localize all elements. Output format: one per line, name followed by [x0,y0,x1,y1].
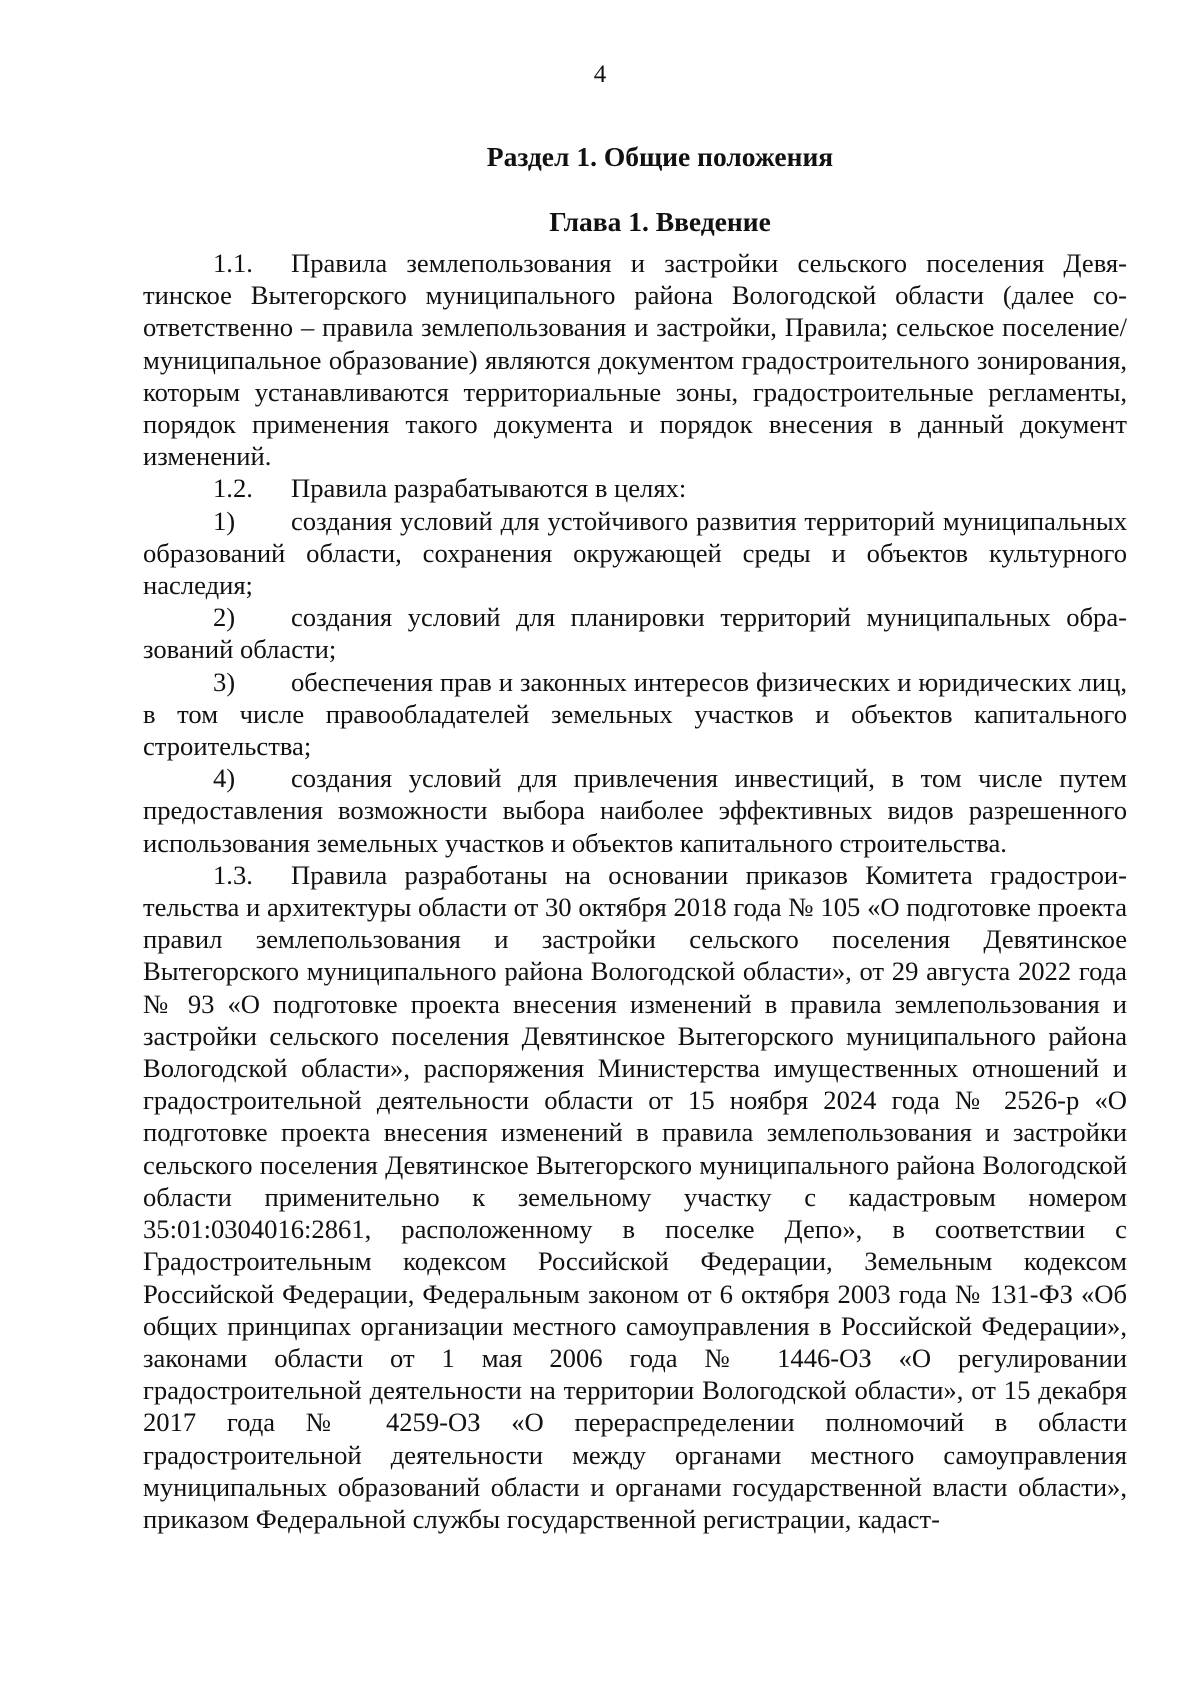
paragraph-list [143,247,1127,1535]
paragraph-number: 1.1. [213,248,253,278]
list-item-text: создания условий для устойчивого развития территорий муниципальных образований области, сохранения окружающей среды и объектов культурного наследия; [143,505,1127,601]
paragraph-1-3 [143,859,1127,1535]
paragraph-text: Правила разрабатываются в целях: [291,473,687,504]
paragraph-text: Правила разработаны на основании приказов Комитета градостроительства и архитектуры области от 30 октября 2018 года № 105 «О подготовке проекта правил землепользования и застройки сельского поселения Девятинское Вытегорского муниципального района Вологодской области», от 29 августа 2022 года № 93 «О подготовке проекта внесения изменений в правила землепользования и застройки сельского поселения Девятинское Вытегорского муниципального района Вологодской области», распоряжения Министерства имущественных отношений и градостроительной деятельности области от 15 ноября 2024 года № 2526-р «О подготовке проекта внесения изменений в правила землепользования и застройки сельского поселения Девятинское Вытегорского муниципального района Вологодской области применительно к земельному участку с кадастровым номером 35:01:0304016:2861, расположенному в поселке Депо», в соответствии с Градостроительным кодексом Российской Федерации, Земельным кодексом Российской Федерации, Федеральным законом от 6 октября 2003 года № 131-ФЗ «Об общих принципах организации местного самоуправления в Российской Федерации», законами области от 1 мая 2006 года № 1446-ОЗ «О регулировании градостроительной деятельности на территории Вологодской области», от 15 декабря 2017 года № 4259-ОЗ «О перераспределении полномочий в области градостроительной деятельности между органами местного самоуправления муниципальных образований области и органами государственной власти области», приказом Федеральной службы государственной регистрации, кадаст- [143,859,1127,1534]
paragraph-number: 1.2. [213,473,253,504]
list-item-4 [143,762,1127,859]
chapter-title: Глава 1. Введение [549,206,771,237]
paragraph-text: Правила землепользования и застройки сельского поселения Девятинское Вытегорского муниципального района Вологодской области (далее соответственно – правила землепользования и застройки, Правила; сельское поселение/муниципальное образование) являются документом градостроительного зонирования, которым устанавливаются территориальные зоны, градостроительные регламенты, порядок применения такого документа и порядок внесения в данный документ изменений. [143,248,1127,472]
paragraph-number: 1.3. [213,859,253,890]
page-number: 4 [593,61,607,88]
list-item-number: 3) [213,666,236,697]
list-item-2 [143,601,1127,665]
list-item-1 [143,505,1127,602]
paragraph-1-2 [143,472,1127,504]
list-item-text: создания условий для планировки территорий муниципальных образований области; [143,602,1127,665]
list-item-number: 2) [213,602,236,633]
list-item-number: 4) [213,763,236,794]
section-title: Раздел 1. Общие положения [486,141,834,172]
document-body [143,140,1127,1535]
list-item-text: создания условий для привлечения инвестиций, в том числе путем предоставления возможности выбора наиболее эффективных видов разрешенного использования земельных участков и объектов капитального строительства. [143,763,1127,858]
list-item-3 [143,666,1127,763]
list-item-number: 1) [213,505,236,536]
paragraph-1-1 [143,247,1127,472]
list-item-text: обеспечения прав и законных интересов физических и юридических лиц, в том числе правообладателей земельных участков и объектов капитального строительства; [143,666,1127,762]
